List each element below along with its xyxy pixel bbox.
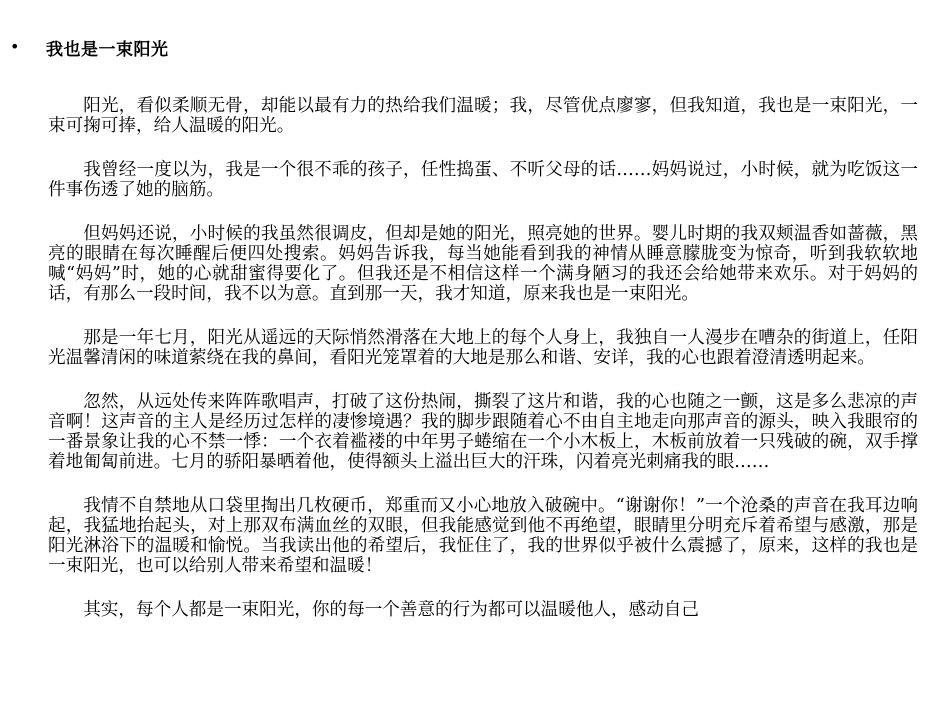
- paragraph-4: 那是一年七月，阳光从遥远的天际悄然滑落在大地上的每个人身上，我独自一人漫步在嘈杂的街道上，任阳光温馨清闲的味道萦绕在我的鼻间，看阳光笼罩着的大地是那么和谐、安详，我的心也跟着澄清透明起来。: [48, 328, 918, 368]
- essay-body: [48, 96, 918, 644]
- paragraph-6: 我情不自禁地从口袋里掏出几枚硬币，郑重而又小心地放入破碗中。“谢谢你！”一个沧桑的声音在我耳边响起，我猛地抬起头，对上那双布满血丝的双眼，但我能感觉到他不再绝望，眼睛里分明充斥着希望与感激，那是阳光淋浴下的温暖和愉悦。当我读出他的希望后，我怔住了，我的世界似乎被什么震撼了，原来，这样的我也是一束阳光，也可以给别人带来希望和温暖！: [48, 496, 918, 576]
- paragraph-1: 阳光，看似柔顺无骨，却能以最有力的热给我们温暖；我，尽管优点廖寥，但我知道，我也是一束阳光，一束可掬可捧，给人温暖的阳光。: [48, 96, 918, 136]
- paragraph-2: 我曾经一度以为，我是一个很不乖的孩子，任性捣蛋、不听父母的话……妈妈说过，小时候，就为吃饭这一件事伤透了她的脑筋。: [48, 160, 918, 200]
- paragraph-5: 忽然，从远处传来阵阵歌唱声，打破了这份热闹，撕裂了这片和谐，我的心也随之一颤，这是多么悲凉的声音啊！这声音的主人是经历过怎样的凄惨境遇？我的脚步跟随着心不由自主地走向那声音的源头，映入我眼帘的一番景象让我的心不禁一悸：一个衣着褴褛的中年男子蜷缩在一个小木板上，木板前放着一只残破的碗，双手撑着地匍匐前进。七月的骄阳暴晒着他，使得额头上溢出巨大的汗珠，闪着亮光刺痛我的眼……: [48, 392, 918, 472]
- bullet-icon: •: [10, 37, 20, 56]
- slide-title: 我也是一束阳光: [46, 39, 169, 60]
- paragraph-7: 其实，每个人都是一束阳光，你的每一个善意的行为都可以温暖他人，感动自己: [83, 600, 699, 620]
- title-row: [10, 34, 169, 60]
- paragraph-3: 但妈妈还说，小时候的我虽然很调皮，但却是她的阳光，照亮她的世界。婴儿时期的我双颊温香如蔷薇，黑亮的眼睛在每次睡醒后便四处搜索。妈妈告诉我，每当她能看到我的神情从睡意朦胧变为惊奇，听到我软软地喊“妈妈”时，她的心就甜蜜得要化了。但我还是不相信这样一个满身陋习的我还会给她带来欢乐。对于妈妈的话，有那么一段时间，我不以为意。直到那一天，我才知道，原来我也是一束阳光。: [48, 224, 918, 304]
